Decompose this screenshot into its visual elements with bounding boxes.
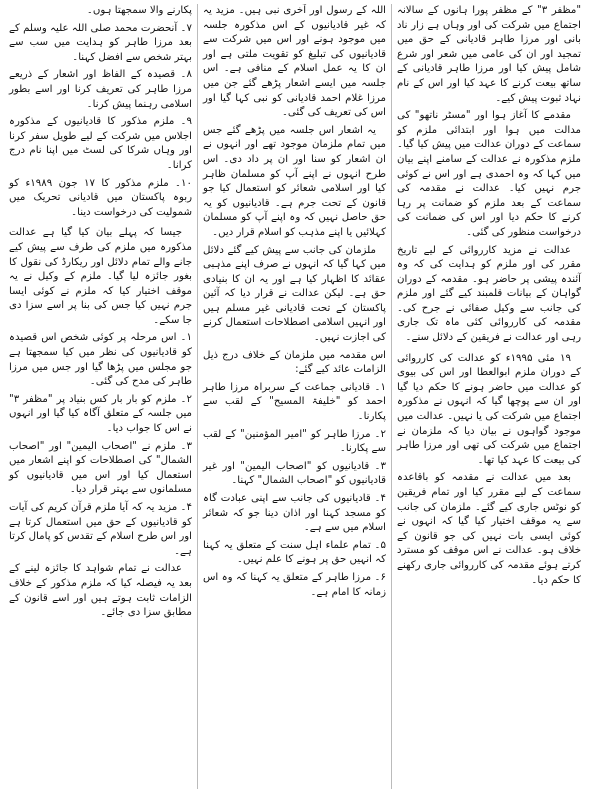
paragraph: "مظفر ۳" کے مظفر پورا ہانوں کے سالانہ اجتماع میں شرکت کی اور وہاں ہے زار ناد بانی اور مرزا طاہر قادیانی کے حق میں تمجید اور ان کی عامی میں شعر اور شرع شامل پیش کیا اور مرزا طاہر قادیانی کے ساتھ بیعت کرنے کا عہد کیا اور اس کے نام نہاد ثبوت پیش کیے۔ (397, 5, 582, 104)
paragraph: جیسا کہ پہلے بیان کیا گیا ہے عدالت مذکورہ میں ملزم کی طرف سے پیش کیے جانے والے تمام دلائل اور ریکارڈ کی نقول کا بغور جائزہ لیا گیا۔ ملزم کے وکیل نے یہ موقف اختیار کیا کہ ملزم نے کوئی ایسا جرم نہیں کیا جس کی بنا پر اسے سزا دی جا سکے۔ (9, 227, 192, 326)
column-middle (198, 4, 392, 789)
list-item: ۵۔ تمام علماء اہل سنت کے متعلق یہ کہنا کہ انہیں حق پر ہونے کا علم نہیں۔ (203, 539, 386, 566)
list-item: ۸۔ قصیدہ کے الفاظ اور اشعار کے ذریعے مرزا طاہر کی تعریف کرنا اور اسے بطور اسلامی رہنما پیش کرنا۔ (9, 69, 192, 110)
list-item: ۹۔ ملزم مذکور کا قادیانیوں کے مذکورہ اجلاس میں شرکت کے لیے طویل سفر کرنا اور وہاں شرکا کی لسٹ میں اپنا نام درج کرانا۔ (9, 116, 192, 171)
paragraph: مقدمے کا آغاز ہوا اور "مسٹر ناتھو" کی مدالت میں ہوا اور ابتدائی ملزم کو سماعت کے دوران عدالت میں پیش کیا گیا۔ ملزم مذکورہ نے عدالت کے سامنے اپنے بیان میں کہا کہ وہ احمدی ہے اور اس نے کوئی جرم نہیں کیا۔ عدالت نے مقدمہ کی سماعت کے بعد ملزم کو ضمانت پر رہا کرنے کا حکم دیا اور اس کی ضمانت کی درخواست منظور کی گئی۔ (397, 110, 581, 238)
paragraph: پکارنے والا سمجھتا ہوں۔ (86, 5, 192, 16)
list-item: ۲۔ مرزا طاہر کو "امیر المؤمنین" کے لقب سے پکارنا۔ (203, 428, 386, 455)
paragraph: بعد میں عدالت نے مقدمہ کو باقاعدہ سماعت کے لیے مقرر کیا اور تمام فریقین کو نوٹس جاری کیے گئے۔ ملزمان کی جانب سے یہ موقف اختیار کیا گیا کہ انہوں نے کوئی ایسی بات نہیں کی جو قانون کے خلاف ہو۔ عدالت نے اس موقف کو مسترد کرتے ہوئے مقدمہ کی کارروائی جاری رکھنے کا حکم دیا۔ (397, 472, 581, 586)
list-item: ۱۔ قادیانی جماعت کے سربراہ مرزا طاہر احمد کو "خلیفۃ المسیح" کے لقب سے پکارنا۔ (203, 381, 386, 423)
list-item: ۷۔ آنحضرت محمد صلی اللہ علیہ وسلم کے بعد مرزا طاہر کو ہدایت میں سب سے بہتر شخص سے افضل کہنا۔ (9, 22, 192, 63)
list-item: ۳۔ ملزم نے "اصحاب الیمین" اور "اصحاب الشمال" کی اصطلاحات کو اپنے اشعار میں استعمال کیا اور اس میں قادیانیوں کو مسلمانوں سے بہتر قرار دیا۔ (9, 440, 192, 496)
list-item: ۱۰۔ ملزم مذکور کا ۱۷ جون ۱۹۸۹ء کو ربوہ پاکستان میں قادیانی تحریک میں شمولیت کی درخواست دینا۔ (9, 177, 192, 218)
column-left (4, 4, 198, 789)
list-item: ۴۔ مزید یہ کہ آیا ملزم قرآن کریم کی آیات کو قادیانیوں کے حق میں استعمال کرتا ہے اور اس طرح اسلام کے تقدس کو پامال کرتا ہے۔ (9, 502, 192, 557)
paragraph: یہ اشعار اس جلسہ میں پڑھے گئے جس میں تمام ملزمان موجود تھے اور انہوں نے ان اشعار کو سنا اور ان پر داد دی۔ اس طرح انہوں نے اپنے آپ کو مسلمان ظاہر کیا اور اسلامی شعائر کو استعمال کیا جو قانون کے تحت جرم ہے۔ قادیانیوں کو یہ حق حاصل نہیں کہ وہ اپنے آپ کو مسلمان کہلائیں یا اپنے مذہب کو اسلام قرار دیں۔ (203, 124, 386, 238)
paragraph: اس مقدمہ میں ملزمان کے خلاف درج ذیل الزامات عائد کیے گئے: (203, 349, 386, 376)
list-item: ۶۔ مرزا طاہر کے متعلق یہ کہنا کہ وہ اس زمانہ کا امام ہے۔ (203, 571, 386, 598)
list-item: ۳۔ قادیانیوں کو "اصحاب الیمین" اور غیر قادیانیوں کو "اصحاب الشمال" کہنا۔ (203, 460, 386, 487)
column-right (392, 4, 586, 789)
paragraph: عدالت نے تمام شواہد کا جائزہ لینے کے بعد یہ فیصلہ کیا کہ ملزم مذکور کے خلاف الزامات ثابت ہوتے ہیں اور اسے قانون کے مطابق سزا دی جائے۔ (9, 563, 192, 619)
list-item: ۱۔ اس مرحلہ پر کوئی شخص اس قصیدہ کو قادیانیوں کی نظر میں کیا سمجھتا ہے جو مجلس میں پڑھا گیا اور جس میں مرزا طاہر کی مدح کی گئی۔ (9, 332, 192, 388)
paragraph: ۱۹ مئی ۱۹۹۵ء کو عدالت کی کارروائی کے دوران ملزم ابوالعطا اور اس کی بیوی کو عدالت میں حاضر ہونے کا حکم دیا گیا اور ان سے پوچھا گیا کہ انہوں نے مذکورہ اجتماع میں شرکت کی یا نہیں۔ عدالت میں موجود گواہوں نے بیان دیا کہ ملزمان نے اجتماع میں شرکت کی تھی اور مرزا طاہر کی بیعت کا عہد کیا تھا۔ (397, 352, 581, 466)
list-item: ۲۔ ملزم کو بار بار کس بنیاد پر "مظفر ۳" میں جلسہ کے متعلق آگاہ کیا گیا اور انہوں نے اس کا جواب دیا۔ (9, 393, 192, 435)
paragraph: ملزمان کی جانب سے پیش کیے گئے دلائل میں کہا گیا کہ انہوں نے صرف اپنے مذہبی عقائد کا اظہار کیا ہے اور یہ ان کا بنیادی حق ہے۔ لیکن عدالت نے قرار دیا کہ آئین پاکستان کے تحت قادیانی غیر مسلم ہیں اور انہیں اسلامی اصطلاحات استعمال کرنے کی اجازت نہیں۔ (203, 244, 386, 344)
list-item: ۴۔ قادیانیوں کی جانب سے اپنی عبادت گاہ کو مسجد کہنا اور اذان دینا جو کہ شعائر اسلام میں سے ہے۔ (203, 493, 386, 534)
paragraph: عدالت نے مزید کارروائی کے لیے تاریخ مقرر کی اور ملزم کو ہدایت کی کہ وہ آئندہ پیشی پر حاضر ہو۔ مقدمہ کے دوران گواہان کے بیانات قلمبند کیے گئے اور ملزم کی جانب سے وکیل صفائی نے جرح کی۔ مقدمہ کی کارروائی کئی ماہ تک جاری رہی اور عدالت نے فریقین کے دلائل سنے۔ (397, 244, 581, 344)
paragraph: اللہ کے رسول اور آخری نبی ہیں۔ مزید یہ کہ غیر قادیانیوں کے اس مذکورہ جلسہ میں موجود ہونے اور اس میں شرکت سے قادیانیوں کی تبلیغ کو تقویت ملتی ہے اور ان کا یہ عمل اسلام کے منافی ہے۔ اس جلسہ میں ایسے اشعار پڑھے گئے جن میں مرزا غلام احمد قادیانی کو نبی کہا گیا اور اس کی تعریف کی گئی۔ (203, 5, 386, 119)
